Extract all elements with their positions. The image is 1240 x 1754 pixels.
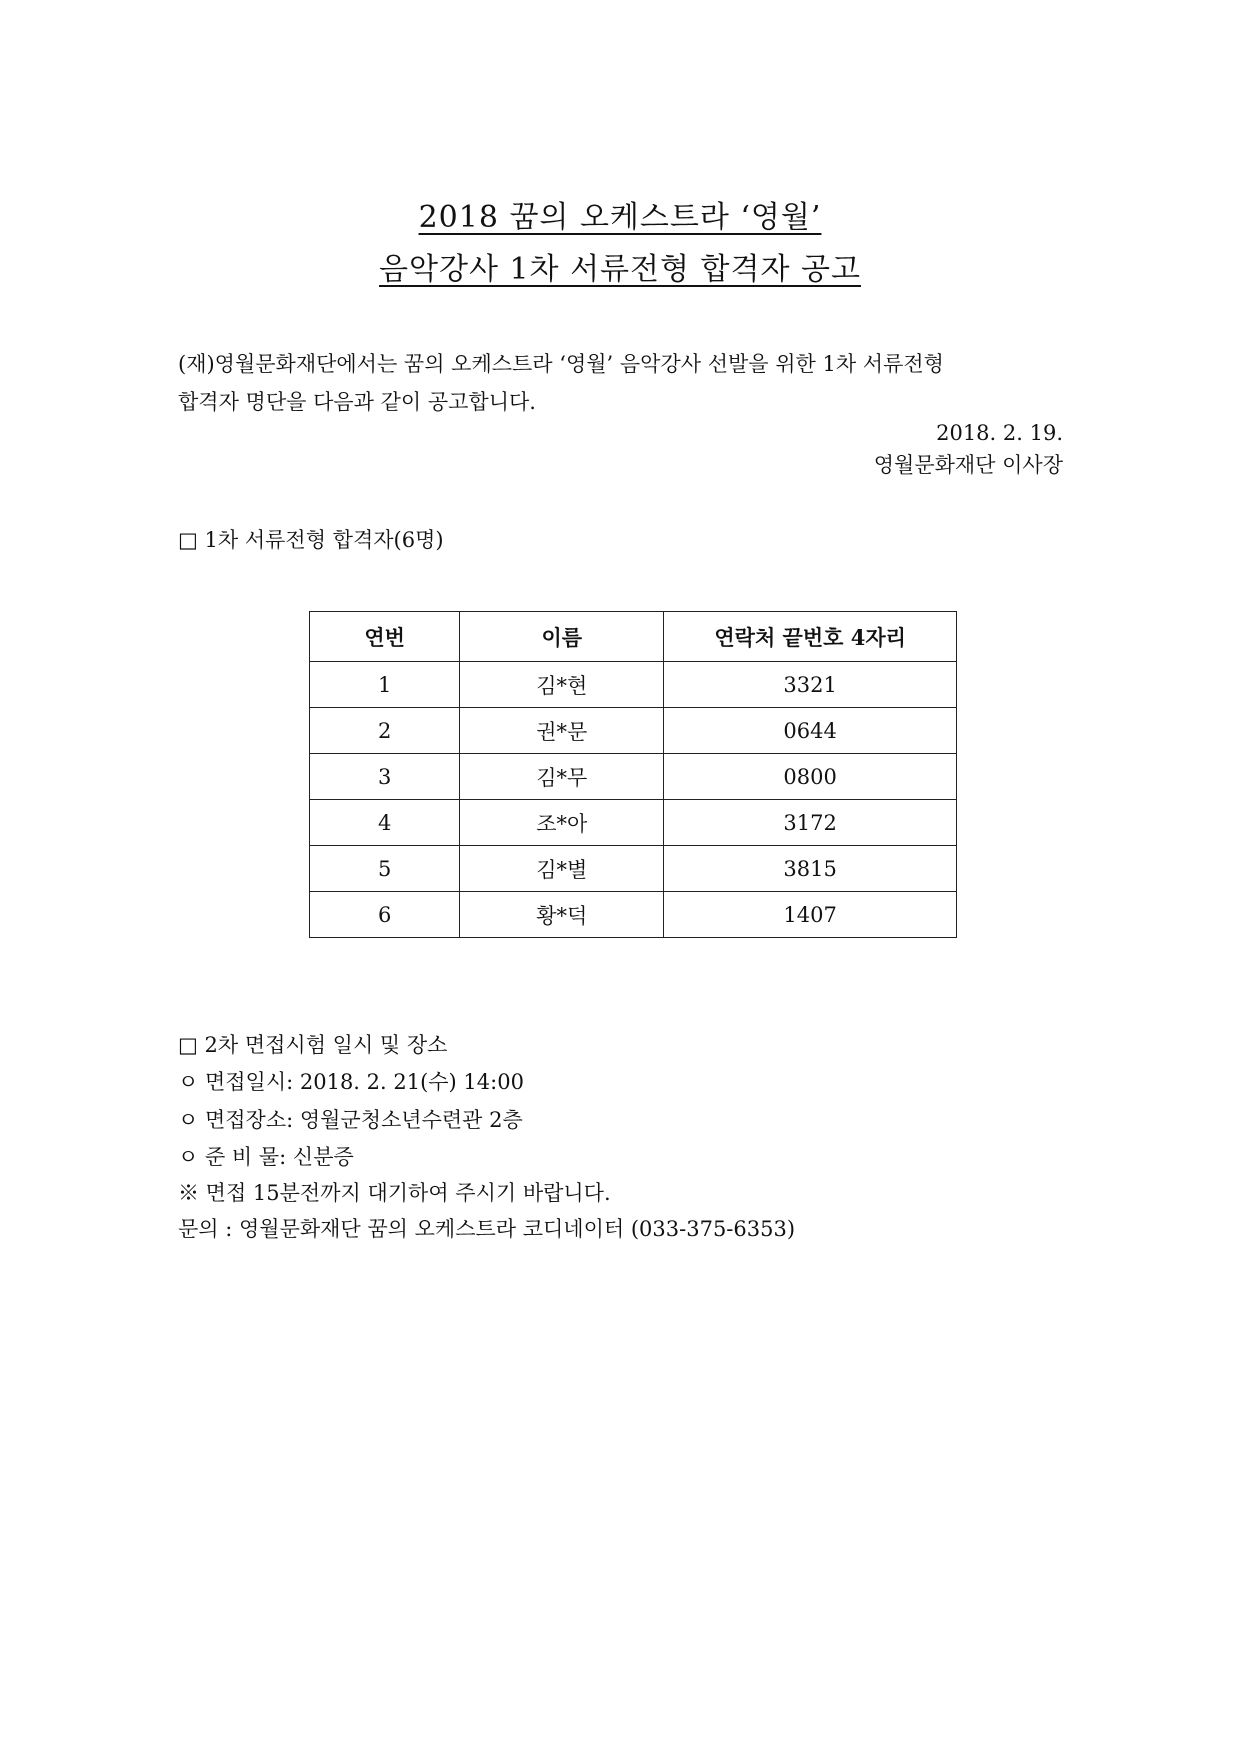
interview-datetime: ㅇ 면접일시: 2018. 2. 21(수) 14:00 (178, 1070, 524, 1094)
cell-phone: 3172 (664, 800, 957, 846)
table-row (310, 846, 957, 892)
cell-number: 4 (310, 800, 460, 846)
title-line-1 (0, 200, 1240, 236)
cell-number: 1 (310, 662, 460, 708)
interview-note: ※ 면접 15분전까지 대기하여 주시기 바랍니다. (178, 1181, 611, 1205)
interview-location: ㅇ 면접장소: 영월군청소년수련관 2층 (178, 1108, 523, 1132)
table-row (310, 708, 957, 754)
cell-name: 황*덕 (460, 892, 664, 938)
cell-phone: 1407 (664, 892, 957, 938)
table-row (310, 754, 957, 800)
table-header-row (310, 612, 957, 662)
cell-name: 조*아 (460, 800, 664, 846)
signature: 영월문화재단 이사장 (873, 453, 1063, 477)
section1-heading: □ 1차 서류전형 합격자(6명) (178, 528, 444, 552)
cell-phone: 3321 (664, 662, 957, 708)
title-line-2-text: 음악강사 1차 서류전형 합격자 공고 (379, 252, 861, 287)
cell-number: 2 (310, 708, 460, 754)
announcement-date: 2018. 2. 19. (936, 421, 1063, 445)
intro-line-2: 합격자 명단을 다음과 같이 공고합니다. (178, 390, 536, 414)
header-phone-last4: 연락처 끝번호 4자리 (664, 612, 957, 662)
cell-name: 권*문 (460, 708, 664, 754)
section2-heading: □ 2차 면접시험 일시 및 장소 (178, 1033, 448, 1057)
contact-info: 문의 : 영월문화재단 꿈의 오케스트라 코디네이터 (033-375-6353) (178, 1217, 796, 1241)
header-number: 연번 (310, 612, 460, 662)
cell-number: 5 (310, 846, 460, 892)
cell-name: 김*현 (460, 662, 664, 708)
title-line-2 (0, 252, 1240, 288)
cell-number: 6 (310, 892, 460, 938)
interview-requirements: ㅇ 준 비 물: 신분증 (178, 1145, 354, 1169)
header-name: 이름 (460, 612, 664, 662)
cell-number: 3 (310, 754, 460, 800)
cell-name: 김*무 (460, 754, 664, 800)
cell-phone: 0644 (664, 708, 957, 754)
table-row (310, 662, 957, 708)
table-row (310, 800, 957, 846)
intro-line-1: (재)영월문화재단에서는 꿈의 오케스트라 ‘영월’ 음악강사 선발을 위한 1차 서류전형 (178, 352, 944, 376)
table-row (310, 892, 957, 938)
title-line-1-text: 2018 꿈의 오케스트라 ‘영월’ (418, 200, 822, 235)
cell-name: 김*별 (460, 846, 664, 892)
passed-applicants-table (309, 611, 957, 938)
cell-phone: 0800 (664, 754, 957, 800)
cell-phone: 3815 (664, 846, 957, 892)
intro-paragraph (178, 345, 1063, 421)
